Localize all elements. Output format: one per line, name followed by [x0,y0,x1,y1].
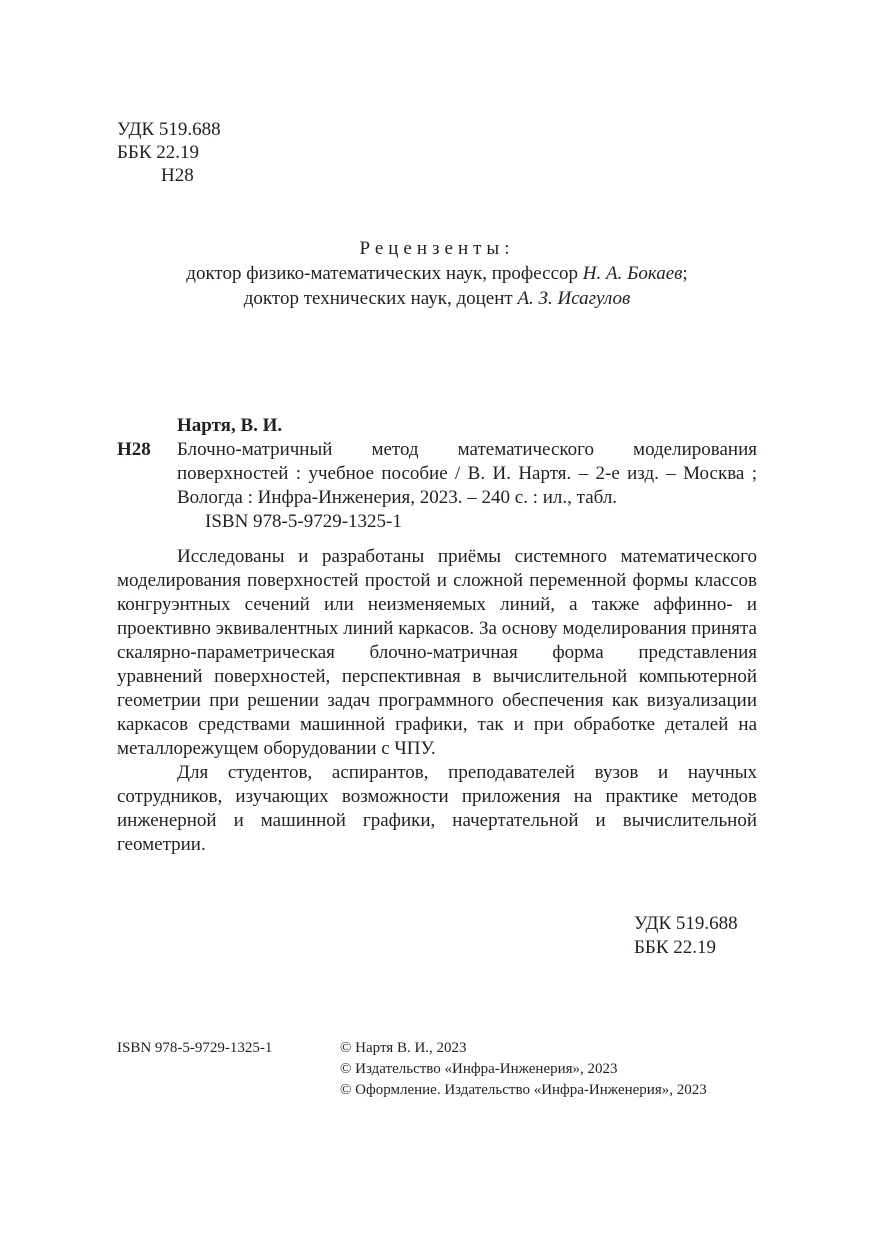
copyright-list [340,1038,707,1101]
bbk-code-bottom: ББК 22.19 [634,937,716,958]
record-isbn: ISBN 978-5-9729-1325-1 [205,511,402,532]
author-mark: Н28 [161,165,194,186]
reviewer-2-name: А. З. Исагулов [517,288,631,309]
record-author-mark: Н28 [117,439,151,460]
bbk-code: ББК 22.19 [117,142,199,163]
copyright-line: © Оформление. Издательство «Инфра-Инженерия», 2023 [340,1082,707,1098]
copyright-line: © Издательство «Инфра-Инженерия», 2023 [340,1061,618,1077]
reviewer-1-title: доктор физико-математических наук, профессор [186,263,583,284]
reviewer-1-punct: ; [682,263,688,284]
udk-code-bottom: УДК 519.688 [634,913,738,934]
reviewer-1 [80,261,794,286]
reviewer-1-name: Н. А. Бокаев [582,263,683,284]
reviewer-2 [80,286,794,311]
abstract-paragraph-1: Исследованы и разработаны приёмы системного математического моделирования поверхностей простой и сложной переменной формы классов конгруэнтных сечений или неизменяемых линий, а также аффинно- и проективно эквивалентных линий каркасов. За основу моделирования принята скалярно-параметрическая блочно-матричная форма представления уравнений поверхностей, перспективная в вычислительной компьютерной геометрии при решении задач программного обеспечения как визуализации каркасов средствами машинной графики, так и при обработке деталей на металлорежущем оборудовании с ЧПУ. [117,546,757,759]
record-row [117,438,757,510]
reviewers-block [80,236,794,311]
footer-isbn: ISBN 978-5-9729-1325-1 [117,1040,273,1056]
record-description: Блочно-матричный метод математического моделирования поверхностей : учебное пособие / В. И. Нартя. – 2-е изд. – Москва ; Вологда : Инфра-Инженерия, 2023. – 240 с. : ил., табл. [177,439,757,508]
reviewer-2-title: доктор технических наук, доцент [243,288,518,309]
udk-block-top [117,118,221,187]
udk-code: УДК 519.688 [117,119,221,140]
reviewers-heading: Рецензенты: [359,238,515,259]
record-author: Нартя, В. И. [177,415,283,436]
abstract-paragraph-2: Для студентов, аспирантов, преподавателей вузов и научных сотрудников, изучающих возможности приложения на практике методов инженерной и машинной графики, начертательной и вычислительной геометрии. [117,762,757,855]
bibliographic-record [117,414,757,534]
copyright-line: © Нартя В. И., 2023 [340,1040,467,1056]
udk-block-bottom [634,912,738,960]
abstract [117,545,757,857]
